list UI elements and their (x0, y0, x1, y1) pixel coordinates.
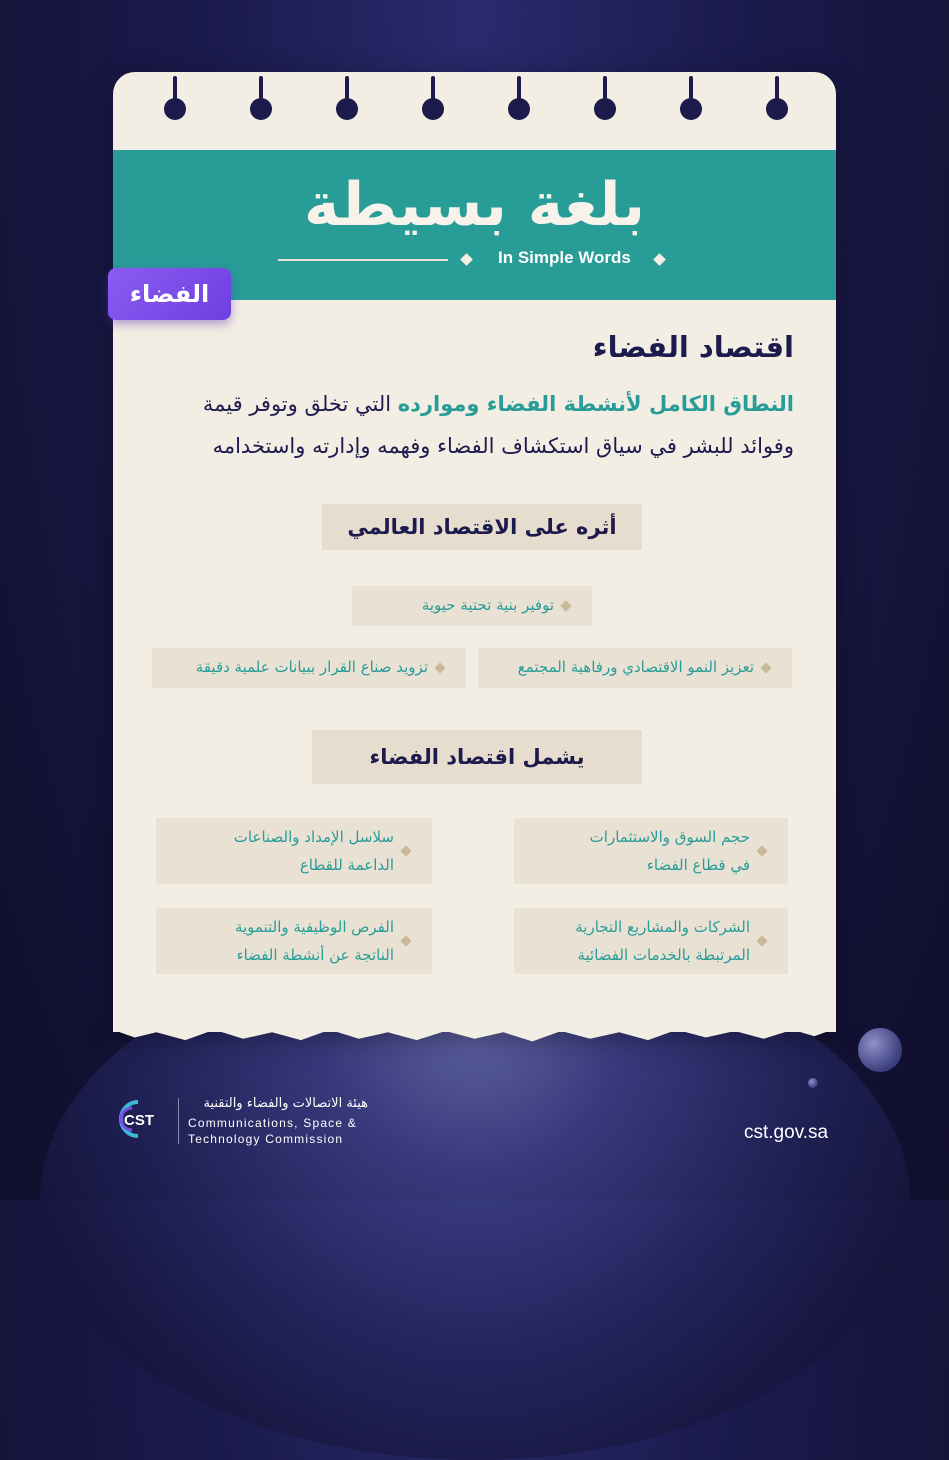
bullet-icon (756, 935, 767, 946)
impact-heading: أثره على الاقتصاد العالمي (322, 504, 642, 550)
list-item: الشركات والمشاريع التجارية المرتبطة بالخدمات الفضائية (514, 908, 788, 974)
org-name-en-2: Technology Commission (188, 1132, 344, 1146)
list-item: الفرص الوظيفية والتنموية الناتجة عن أنشطة الفضاء (156, 908, 432, 974)
list-item: تعزيز النمو الاقتصادي ورفاهية المجتمع (478, 648, 792, 688)
cst-logo (116, 1098, 168, 1140)
spiral-hole (680, 98, 702, 120)
definition-rest: التي تخلق وتوفر قيمة (202, 392, 398, 416)
spiral-hole (336, 98, 358, 120)
banner-title: بلغة بسيطة (303, 170, 646, 240)
spiral-hole (766, 98, 788, 120)
org-name-en-1: Communications, Space & (188, 1116, 357, 1130)
bullet-icon (434, 662, 445, 673)
list-item: تزويد صناع القرار ببيانات علمية دقيقة (152, 648, 466, 688)
logo-text: CST (124, 1112, 154, 1129)
spiral-hole (164, 98, 186, 120)
footer-divider (178, 1098, 179, 1144)
website-link[interactable]: cst.gov.sa (744, 1122, 829, 1143)
list-item: حجم السوق والاستثمارات في قطاع الفضاء (514, 818, 788, 884)
bullet-icon (400, 845, 411, 856)
bullet-icon (560, 600, 571, 611)
includes-heading: يشمل اقتصاد الفضاء (312, 730, 642, 784)
page-title: اقتصاد الفضاء (592, 330, 794, 364)
spiral-hole (250, 98, 272, 120)
moon-decoration (858, 1028, 902, 1072)
spiral-hole (594, 98, 616, 120)
spiral-hole (422, 98, 444, 120)
org-name-ar: هيئة الاتصالات والفضاء والتقنية (203, 1096, 368, 1111)
spiral-hole (508, 98, 530, 120)
category-tag: الفضاء (108, 268, 231, 320)
deco-line (278, 259, 448, 261)
list-item: سلاسل الإمداد والصناعات الداعمة للقطاع (156, 818, 432, 884)
bullet-icon (756, 845, 767, 856)
definition-line-2: وفوائد للبشر في سياق استكشاف الفضاء وفهمه وإدارته واستخدامه (212, 434, 794, 458)
bullet-icon (400, 935, 411, 946)
definition-accent: النطاق الكامل لأنشطة الفضاء وموارده (397, 392, 794, 416)
banner-subtitle: In Simple Words (498, 248, 631, 267)
definition-line-1 (154, 392, 794, 416)
bullet-icon (760, 662, 771, 673)
moon-decoration-small (808, 1078, 818, 1088)
list-item: توفير بنية تحتية حيوية (352, 586, 592, 626)
